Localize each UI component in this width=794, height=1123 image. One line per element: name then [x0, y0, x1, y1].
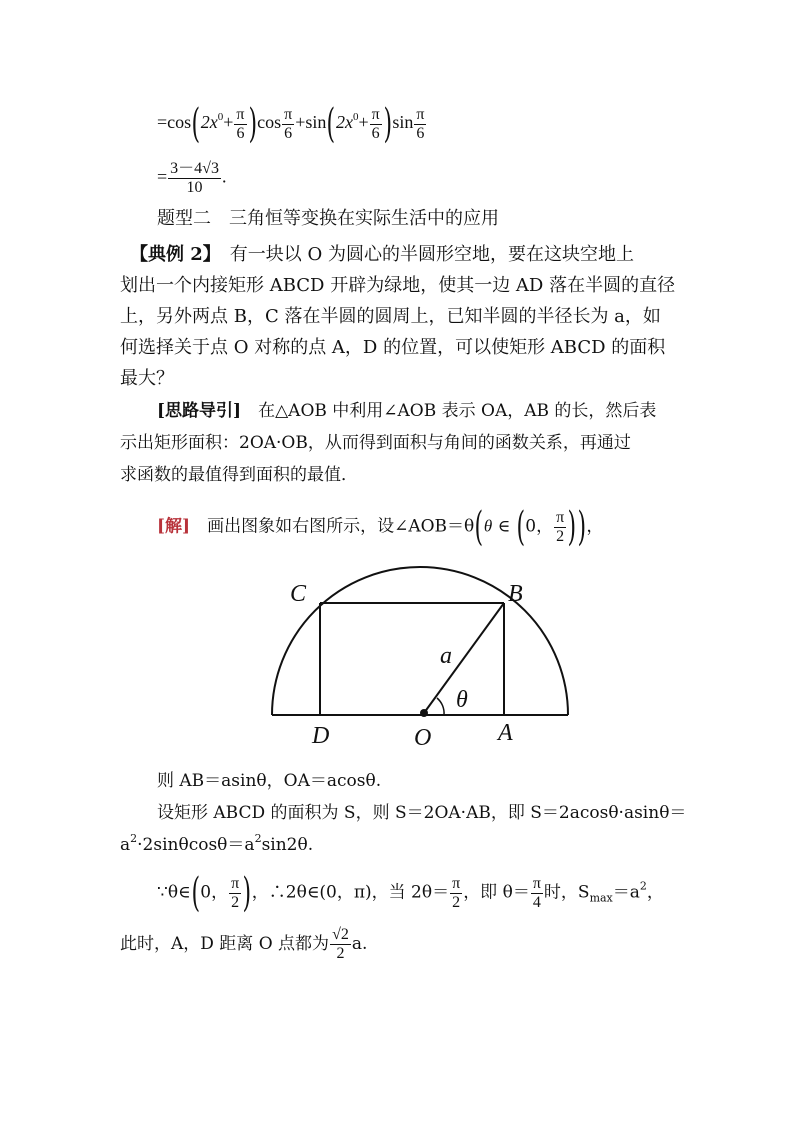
guide-line-2: 示出矩形面积：2OA·OB，从而得到面积与角间的函数关系，再通过	[120, 433, 631, 453]
after-line3-a: a	[120, 835, 131, 855]
guide-line-1	[157, 400, 656, 422]
eq1-arg-a: 2x	[200, 112, 218, 133]
left-paren: (	[191, 870, 200, 916]
guide-line-3: 求函数的最值得到面积的最值．	[120, 465, 358, 485]
after-line4-c: ，即 θ＝	[463, 882, 530, 903]
fraction-pi-2: $\frac{\pi}{2}$	[231, 874, 240, 911]
label-a-radius: a	[440, 643, 452, 669]
guide-label: [思路导引]	[157, 401, 242, 421]
solution-tail: ，	[586, 516, 604, 537]
center-point	[420, 709, 428, 717]
eq1-plus-b: +	[358, 112, 369, 133]
example-text-1: 有一块以 O 为圆心的半圆形空地，要在这块空地上	[211, 244, 634, 265]
fraction-pi-2: $\frac{\pi}{2}$	[556, 508, 565, 545]
label-d: D	[312, 723, 330, 749]
example-label: 【典例 2】	[130, 244, 212, 265]
fraction-pi-2: $\frac{\pi}{2}$	[452, 874, 461, 911]
example-line-2: 划出一个内接矩形 ABCD 开辟为绿地，使其一边 AD 落在半圆的直径	[120, 275, 676, 296]
left-paren: (	[474, 504, 484, 550]
solution-in: ∈	[497, 516, 511, 537]
right-paren: )	[242, 870, 252, 916]
eq1-sin: sin	[392, 112, 414, 133]
after-line3-sup2: 2	[254, 832, 262, 845]
after-line3-sup: 2	[130, 832, 138, 845]
after-line4-sup: 2	[639, 879, 647, 893]
eq2-suffix: .	[221, 166, 227, 187]
after-line3-b: ·2sinθcosθ＝a	[137, 835, 255, 855]
fraction-pi-6: $\frac{\pi}{6}$	[236, 105, 245, 142]
eq1-cos: cos	[257, 112, 282, 133]
left-paren: (	[516, 504, 525, 550]
semicircle-arc	[272, 567, 568, 715]
left-paren: (	[326, 101, 336, 147]
example-line-1	[130, 244, 634, 266]
after-line4-sub: max	[589, 891, 613, 905]
semicircle-diagram	[262, 565, 582, 755]
angle-arc	[437, 698, 444, 715]
solution-label: [解]	[157, 516, 191, 537]
eq2-prefix: =	[157, 166, 168, 187]
fraction-sqrt2-2: $\frac{√2}{2}$	[332, 926, 349, 962]
label-c: C	[290, 581, 307, 607]
eq1-arg-b: 2x	[335, 112, 353, 133]
right-paren: )	[248, 101, 257, 147]
after-line5-b: a.	[351, 934, 368, 954]
after-line3-c: sin2θ.	[261, 835, 314, 855]
example-line-3: 上，另外两点 B，C 落在半圆的圆周上，已知半圆的半径长为 a，如	[120, 306, 661, 327]
fraction-pi-6: $\frac{\pi}{6}$	[416, 105, 425, 142]
example-line-5: 最大？	[120, 368, 174, 389]
label-a-point: A	[498, 720, 513, 746]
solution-text: 画出图象如右图所示，设∠AOB＝θ	[190, 516, 475, 537]
equation-line-1	[157, 101, 427, 147]
label-theta: θ	[456, 687, 468, 713]
after-line4-e: ＝a	[612, 882, 640, 903]
left-paren: (	[191, 101, 201, 147]
fraction-pi-6: $\frac{\pi}{6}$	[371, 105, 380, 142]
solution-line	[157, 504, 604, 550]
after-line5-a: 此时，A，D 距离 O 点都为	[120, 934, 330, 954]
eq1-sup-a: 0	[217, 111, 224, 124]
label-b: B	[508, 581, 523, 607]
after-line-1: 则 AB＝asinθ，OA＝acosθ.	[157, 771, 382, 791]
right-paren: )	[567, 504, 577, 550]
after-line-2: 设矩形 ABCD 的面积为 S，则 S＝2OA·AB，即 S＝2acosθ·asinθ＝	[157, 803, 687, 823]
after-line4-d: 时，S	[543, 882, 590, 903]
equation-line-2	[157, 160, 226, 197]
after-line-4	[157, 870, 664, 916]
eq1-plus-sin: +sin	[295, 112, 327, 133]
after-line-3	[120, 834, 313, 856]
eq1-sup-b: 0	[352, 111, 359, 124]
fraction-pi-4: $\frac{\pi}{4}$	[532, 874, 541, 911]
fraction-pi-6: $\frac{\pi}{6}$	[284, 105, 293, 142]
section-heading: 题型二 三角恒等变换在实际生活中的应用	[157, 208, 499, 229]
eq1-plus-a: +	[223, 112, 234, 133]
fraction-result: $\frac{3-4√3}{10}$	[170, 160, 219, 196]
right-paren: )	[577, 504, 586, 550]
after-line4-zero: 0，	[200, 882, 229, 903]
guide-text-1: 在△AOB 中利用∠AOB 表示 OA，AB 的长，然后表	[241, 401, 657, 421]
after-line4-b: ，∴2θ∈(0，π)，当 2θ＝	[251, 882, 450, 903]
after-line4-f: ，	[646, 882, 664, 903]
eq1-prefix: =cos	[157, 112, 192, 133]
solution-zero: 0，	[525, 516, 554, 537]
label-o: O	[414, 725, 432, 751]
after-line4-a: ∵θ∈	[157, 882, 191, 903]
solution-theta: θ	[483, 516, 493, 536]
example-line-4: 何选择关于点 O 对称的点 A，D 的位置，可以使矩形 ABCD 的面积	[120, 337, 666, 358]
after-line-5	[120, 926, 367, 963]
right-paren: )	[383, 101, 392, 147]
